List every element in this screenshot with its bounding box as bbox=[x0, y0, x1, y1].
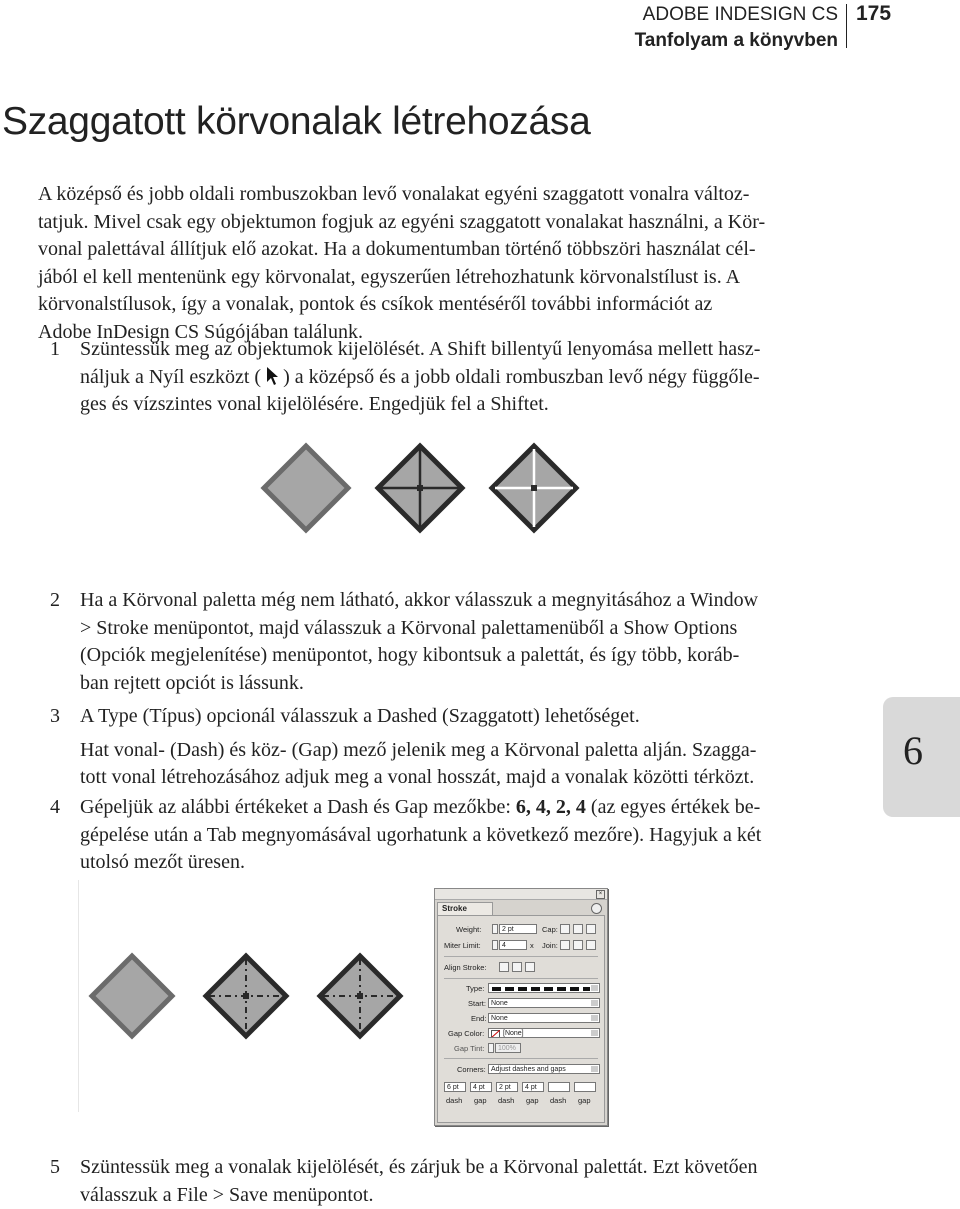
step-note-line: Hat vonal- (Dash) és köz- (Gap) mező jelenik meg a Körvonal paletta alján. Szagga- bbox=[80, 738, 757, 761]
step-note-line: tott vonal létrehozásához adjuk meg a vonal hosszát, majd a vonalak közötti térközt. bbox=[80, 766, 755, 788]
diamonds-before-figure bbox=[255, 440, 585, 540]
gap-tint-label: Gap Tint: bbox=[454, 1044, 485, 1053]
step-line: Gépeljük az alábbi értékeket a Dash és Gap mezőkbe: 6, 4, 2, 4 (az egyes értékek be- bbox=[80, 796, 761, 818]
dash-label: dash bbox=[550, 1096, 567, 1105]
miter-join-button[interactable] bbox=[560, 940, 570, 950]
close-icon[interactable]: × bbox=[596, 890, 605, 899]
step-line: > Stroke menüpontot, majd válasszuk a Körvonal palettamenüből a Show Options bbox=[80, 616, 738, 639]
gap-tint-stepper[interactable] bbox=[488, 1043, 494, 1053]
tab-stroke[interactable]: Stroke bbox=[437, 902, 493, 915]
step-line: ban rejtett opciót is lássunk. bbox=[80, 671, 304, 694]
step-line: (Opciók megjelenítése) menüpontot, hogy kibontsuk a palettát, és így több, koráb- bbox=[80, 644, 740, 666]
bevel-join-button[interactable] bbox=[586, 940, 596, 950]
palette-titlebar[interactable] bbox=[435, 889, 607, 900]
step-number: 2 bbox=[50, 589, 60, 611]
end-label: End: bbox=[471, 1014, 487, 1023]
intro-line: jából el kell mentenünk egy körvonalat, egyszerűen létrehozhatunk körvonalstílust is. A bbox=[38, 265, 741, 288]
none-swatch-icon bbox=[491, 1030, 500, 1038]
running-header bbox=[635, 2, 838, 54]
start-dropdown[interactable]: None bbox=[488, 998, 600, 1008]
type-label: Type: bbox=[466, 984, 485, 993]
palette-divider bbox=[444, 1058, 598, 1059]
intro-line: A középső és jobb oldali rombuszokban levő vonalakat egyéni szaggatott vonalra változ- bbox=[38, 183, 750, 205]
start-label: Start: bbox=[468, 999, 486, 1008]
section-title: Szaggatott körvonalak létrehozása bbox=[2, 100, 591, 143]
step-line: Ha a Körvonal paletta még nem látható, akkor válasszuk a megnyitásához a Window bbox=[80, 589, 759, 611]
palette-divider bbox=[444, 956, 598, 957]
step-number: 4 bbox=[50, 796, 60, 818]
corners-dropdown[interactable]: Adjust dashes and gaps bbox=[488, 1064, 600, 1074]
type-dropdown[interactable] bbox=[488, 983, 600, 993]
gap-tint-field[interactable]: 100% bbox=[495, 1043, 521, 1053]
step-line: Szüntessük meg a vonalak kijelölését, és zárjuk be a Körvonal palettát. Ezt követően bbox=[80, 1156, 758, 1178]
miter-stepper[interactable] bbox=[492, 940, 498, 950]
header-divider bbox=[846, 4, 847, 48]
dash-field-2[interactable]: 2 pt bbox=[496, 1082, 518, 1092]
diamond-left bbox=[92, 956, 172, 1036]
gap-field-3[interactable] bbox=[574, 1082, 596, 1092]
align-outside-button[interactable] bbox=[525, 962, 535, 972]
palette-menu-icon[interactable] bbox=[591, 903, 602, 914]
intro-line: vonal palettával állítjuk elő azokat. Ha a dokumentumban történő többszöri használat cél- bbox=[38, 238, 756, 260]
book-subtitle: Tanfolyam a könyvben bbox=[634, 30, 838, 51]
step-line: gépelése után a Tab megnyomásával ugorhatunk a következő mezőre). Hagyjuk a két bbox=[80, 823, 762, 846]
dash-gap-values: 6, 4, 2, 4 bbox=[515, 796, 586, 818]
stroke-palette bbox=[434, 888, 608, 1126]
gap-label: gap bbox=[578, 1096, 591, 1105]
cap-label: Cap: bbox=[542, 925, 558, 934]
join-label: Join: bbox=[542, 941, 558, 950]
weight-label: Weight: bbox=[456, 925, 482, 934]
dash-field-1[interactable]: 6 pt bbox=[444, 1082, 466, 1092]
step-line: A Type (Típus) opcionál válasszuk a Dashed (Szaggatott) lehetőséget. bbox=[80, 705, 640, 727]
book-title: ADOBE INDESIGN CS bbox=[642, 4, 838, 25]
projecting-cap-button[interactable] bbox=[586, 924, 596, 934]
step-line: utolsó mezőt üresen. bbox=[80, 851, 245, 873]
weight-field[interactable]: 2 pt bbox=[499, 924, 537, 934]
align-inside-button[interactable] bbox=[512, 962, 522, 972]
end-dropdown[interactable]: None bbox=[488, 1013, 600, 1023]
round-join-button[interactable] bbox=[573, 940, 583, 950]
align-center-button[interactable] bbox=[499, 962, 509, 972]
miter-limit-label: Miter Limit: bbox=[444, 941, 481, 950]
diamond-right bbox=[320, 956, 400, 1036]
round-cap-button[interactable] bbox=[573, 924, 583, 934]
intro-line: körvonalstílusok, így a vonalak, pontok és csíkok mentéséről további információt az bbox=[38, 293, 713, 315]
gap-field-1[interactable]: 4 pt bbox=[470, 1082, 492, 1092]
intro-line: Adobe InDesign CS Súgójában találunk. bbox=[38, 320, 363, 343]
step-number: 3 bbox=[50, 705, 60, 727]
dash-label: dash bbox=[498, 1096, 515, 1105]
corners-label: Corners: bbox=[457, 1065, 486, 1074]
step-number: 5 bbox=[50, 1156, 60, 1178]
butt-cap-button[interactable] bbox=[560, 924, 570, 934]
palette-divider bbox=[444, 978, 598, 979]
step-line: Szüntessük meg az objektumok kijelölését. A Shift billentyű lenyomása mellett hasz- bbox=[80, 338, 761, 360]
step-line: válasszuk a File > Save menüpontot. bbox=[80, 1183, 374, 1206]
gap-field-2[interactable]: 4 pt bbox=[522, 1082, 544, 1092]
diamond-middle bbox=[378, 446, 462, 530]
gap-color-dropdown[interactable]: [None] bbox=[488, 1028, 600, 1038]
chapter-tab: 6 bbox=[883, 697, 960, 817]
miter-unit: x bbox=[530, 941, 534, 950]
miter-limit-field[interactable]: 4 bbox=[499, 940, 527, 950]
gap-label: gap bbox=[474, 1096, 487, 1105]
diamond-right bbox=[492, 446, 576, 530]
dash-field-3[interactable] bbox=[548, 1082, 570, 1092]
diamond-middle bbox=[206, 956, 286, 1036]
dash-label: dash bbox=[446, 1096, 463, 1105]
dashed-line-icon bbox=[492, 985, 592, 993]
gap-label: gap bbox=[526, 1096, 539, 1105]
step-number: 1 bbox=[50, 338, 60, 360]
selection-arrow-icon bbox=[265, 366, 279, 386]
intro-line: tatjuk. Mivel csak egy objektumon fogjuk az egyéni szaggatott vonalakat használni, a Kör- bbox=[38, 210, 766, 233]
step-line: náljuk a Nyíl eszközt ( ) a középső és a jobb oldali rombuszban levő négy függőle- bbox=[80, 365, 760, 388]
weight-stepper[interactable] bbox=[492, 924, 498, 934]
intro-paragraph bbox=[38, 181, 765, 346]
align-stroke-label: Align Stroke: bbox=[444, 963, 487, 972]
gap-color-label: Gap Color: bbox=[448, 1029, 485, 1038]
step-line: ges és vízszintes vonal kijelölésére. Engedjük fel a Shiftet. bbox=[80, 393, 549, 415]
diamond-left bbox=[264, 446, 348, 530]
diamonds-after-figure bbox=[78, 880, 418, 1112]
page-number: 175 bbox=[856, 2, 892, 25]
